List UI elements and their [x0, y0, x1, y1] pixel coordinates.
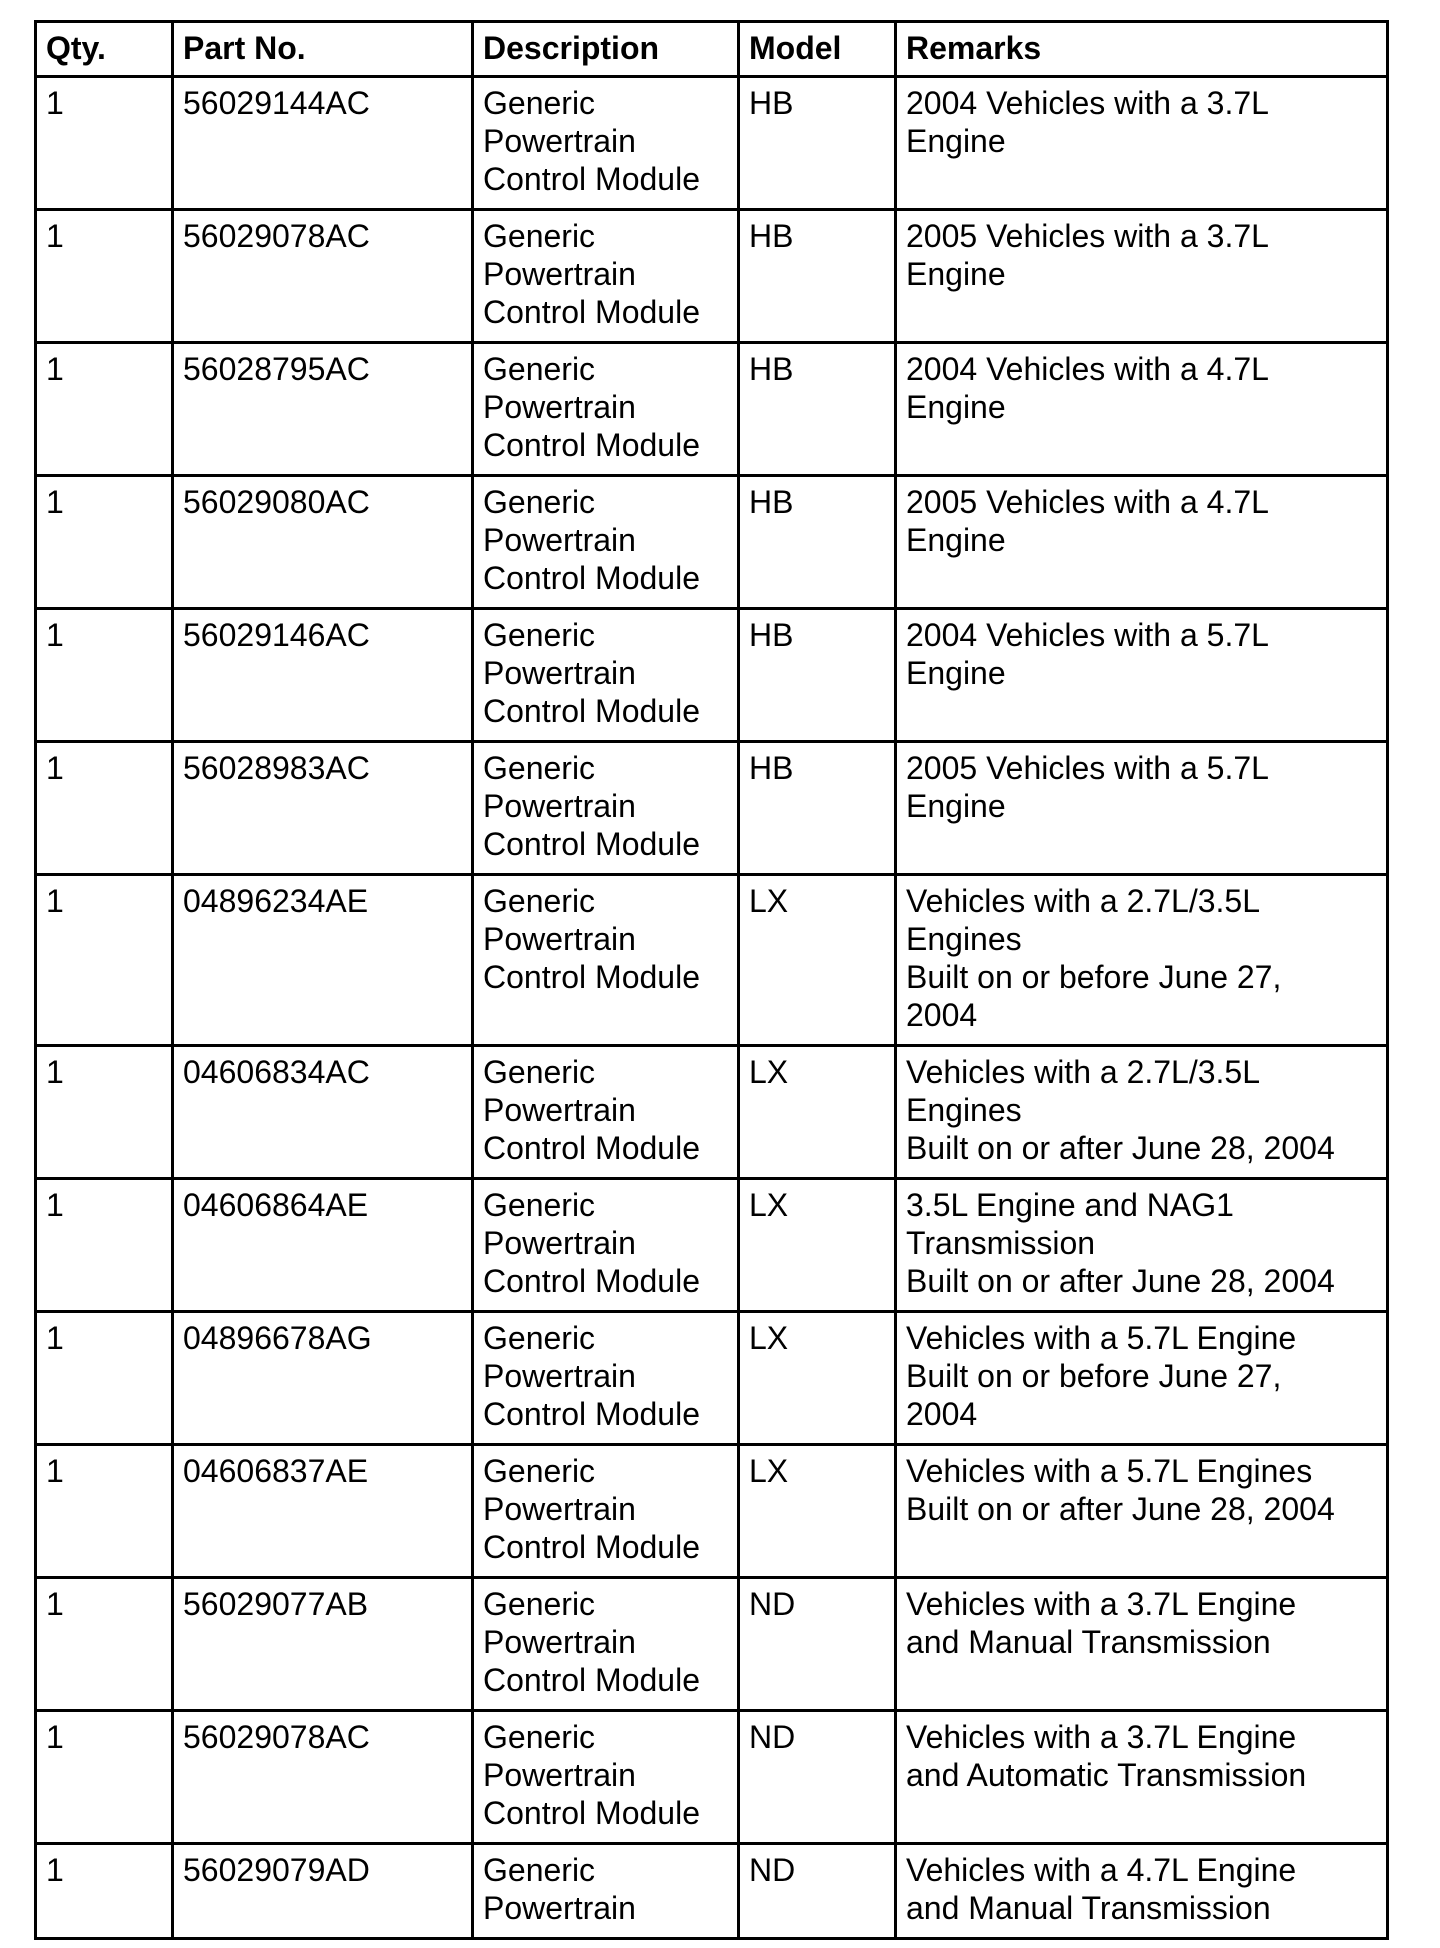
cell-remarks-line: Built on or before June 27, — [906, 1358, 1282, 1394]
cell-qty: 1 — [36, 1844, 173, 1939]
cell-remarks-line: and Manual Transmission — [906, 1890, 1271, 1926]
cell-description — [473, 343, 739, 476]
cell-description-line: Generic — [483, 750, 596, 786]
cell-qty: 1 — [36, 476, 173, 609]
cell-remarks — [896, 343, 1388, 476]
cell-description-line: Generic — [483, 1852, 596, 1888]
cell-description-line: Powertrain — [483, 522, 636, 558]
cell-part-no: 56029146AC — [173, 609, 473, 742]
cell-remarks — [896, 210, 1388, 343]
cell-qty: 1 — [36, 1578, 173, 1711]
cell-model: HB — [739, 210, 896, 343]
cell-qty: 1 — [36, 1711, 173, 1844]
cell-model: LX — [739, 1445, 896, 1578]
table-row — [36, 210, 1388, 343]
cell-remarks-line: and Automatic Transmission — [906, 1757, 1307, 1793]
table-row — [36, 343, 1388, 476]
cell-description-line: Generic — [483, 1453, 596, 1489]
cell-description — [473, 1312, 739, 1445]
cell-remarks — [896, 609, 1388, 742]
cell-model: LX — [739, 1179, 896, 1312]
cell-description-line: Control Module — [483, 1263, 700, 1299]
cell-description-line: Powertrain — [483, 788, 636, 824]
table-row — [36, 875, 1388, 1046]
cell-part-no: 56029079AD — [173, 1844, 473, 1939]
cell-remarks — [896, 1046, 1388, 1179]
cell-description-line: Generic — [483, 883, 596, 919]
cell-remarks-line: 2004 — [906, 1396, 978, 1432]
cell-qty: 1 — [36, 77, 173, 210]
cell-remarks — [896, 77, 1388, 210]
parts-table — [34, 20, 1389, 1940]
cell-remarks-line: Engines — [906, 921, 1022, 957]
cell-remarks-line: Engine — [906, 655, 1006, 691]
cell-part-no: 56029144AC — [173, 77, 473, 210]
cell-qty: 1 — [36, 1046, 173, 1179]
cell-model: HB — [739, 609, 896, 742]
cell-qty: 1 — [36, 343, 173, 476]
cell-description-line: Control Module — [483, 959, 700, 995]
cell-remarks-line: Engine — [906, 123, 1006, 159]
cell-description-line: Powertrain — [483, 1491, 636, 1527]
table-row — [36, 1578, 1388, 1711]
table-row — [36, 1445, 1388, 1578]
cell-description-line: Control Module — [483, 1662, 700, 1698]
cell-remarks-line: Transmission — [906, 1225, 1096, 1261]
cell-qty: 1 — [36, 210, 173, 343]
cell-model: ND — [739, 1578, 896, 1711]
cell-remarks — [896, 1179, 1388, 1312]
cell-qty: 1 — [36, 609, 173, 742]
cell-description-line: Control Module — [483, 1130, 700, 1166]
cell-remarks-line: Vehicles with a 2.7L/3.5L — [906, 883, 1261, 919]
cell-remarks-line: Engine — [906, 522, 1006, 558]
cell-model: LX — [739, 1312, 896, 1445]
cell-remarks-line: Vehicles with a 4.7L Engine — [906, 1852, 1297, 1888]
cell-description-line: Control Module — [483, 1396, 700, 1432]
cell-remarks-line: Vehicles with a 5.7L Engines — [906, 1453, 1313, 1489]
cell-model: HB — [739, 742, 896, 875]
cell-description-line: Powertrain — [483, 1092, 636, 1128]
cell-description-line: Powertrain — [483, 921, 636, 957]
cell-description-line: Powertrain — [483, 389, 636, 425]
cell-description-line: Control Module — [483, 294, 700, 330]
cell-description-line: Powertrain — [483, 655, 636, 691]
header-remarks: Remarks — [896, 22, 1388, 77]
cell-remarks-line: Engines — [906, 1092, 1022, 1128]
cell-description-line: Generic — [483, 484, 596, 520]
header-qty: Qty. — [36, 22, 173, 77]
table-row — [36, 1046, 1388, 1179]
cell-model: ND — [739, 1844, 896, 1939]
cell-description-line: Generic — [483, 617, 596, 653]
cell-remarks-line: 2004 — [906, 997, 978, 1033]
cell-description-line: Powertrain — [483, 123, 636, 159]
table-row — [36, 1844, 1388, 1939]
cell-description — [473, 1711, 739, 1844]
header-description: Description — [473, 22, 739, 77]
cell-remarks-line: 2005 Vehicles with a 4.7L — [906, 484, 1269, 520]
cell-description-line: Generic — [483, 1320, 596, 1356]
cell-remarks — [896, 1711, 1388, 1844]
table-row — [36, 609, 1388, 742]
cell-description-line: Control Module — [483, 427, 700, 463]
cell-description — [473, 77, 739, 210]
cell-description-line: Control Module — [483, 1529, 700, 1565]
cell-description-line: Control Module — [483, 161, 700, 197]
cell-part-no: 04896678AG — [173, 1312, 473, 1445]
cell-qty: 1 — [36, 1312, 173, 1445]
cell-description — [473, 742, 739, 875]
cell-remarks-line: Built on or after June 28, 2004 — [906, 1491, 1335, 1527]
cell-description — [473, 1844, 739, 1939]
cell-remarks-line: 3.5L Engine and NAG1 — [906, 1187, 1234, 1223]
table-row — [36, 1312, 1388, 1445]
cell-description-line: Generic — [483, 218, 596, 254]
cell-description-line: Control Module — [483, 1795, 700, 1831]
cell-remarks-line: 2004 Vehicles with a 4.7L — [906, 351, 1269, 387]
cell-description-line: Powertrain — [483, 256, 636, 292]
cell-description — [473, 1445, 739, 1578]
cell-description-line: Generic — [483, 1187, 596, 1223]
cell-remarks — [896, 1578, 1388, 1711]
cell-description-line: Control Module — [483, 826, 700, 862]
cell-remarks — [896, 875, 1388, 1046]
cell-description-line: Generic — [483, 351, 596, 387]
cell-model: HB — [739, 77, 896, 210]
cell-description-line: Generic — [483, 85, 596, 121]
cell-remarks — [896, 1844, 1388, 1939]
cell-model: ND — [739, 1711, 896, 1844]
cell-remarks-line: Vehicles with a 3.7L Engine — [906, 1719, 1297, 1755]
cell-description — [473, 1578, 739, 1711]
header-model: Model — [739, 22, 896, 77]
cell-remarks-line: Engine — [906, 389, 1006, 425]
cell-remarks-line: Built on or before June 27, — [906, 959, 1282, 995]
cell-remarks — [896, 1312, 1388, 1445]
cell-part-no: 04896234AE — [173, 875, 473, 1046]
cell-model: LX — [739, 1046, 896, 1179]
cell-model: LX — [739, 875, 896, 1046]
cell-remarks — [896, 476, 1388, 609]
cell-remarks-line: Built on or after June 28, 2004 — [906, 1263, 1335, 1299]
cell-qty: 1 — [36, 1179, 173, 1312]
table-row — [36, 742, 1388, 875]
cell-qty: 1 — [36, 742, 173, 875]
header-part-no: Part No. — [173, 22, 473, 77]
cell-description-line: Powertrain — [483, 1757, 636, 1793]
cell-qty: 1 — [36, 1445, 173, 1578]
cell-remarks-line: Built on or after June 28, 2004 — [906, 1130, 1335, 1166]
cell-qty: 1 — [36, 875, 173, 1046]
cell-part-no: 04606834AC — [173, 1046, 473, 1179]
cell-remarks-line: and Manual Transmission — [906, 1624, 1271, 1660]
cell-description-line: Generic — [483, 1586, 596, 1622]
cell-description — [473, 1046, 739, 1179]
table-row — [36, 1711, 1388, 1844]
cell-description-line: Generic — [483, 1719, 596, 1755]
cell-remarks-line: Engine — [906, 256, 1006, 292]
table-row — [36, 77, 1388, 210]
cell-part-no: 56029080AC — [173, 476, 473, 609]
cell-description-line: Powertrain — [483, 1225, 636, 1261]
cell-description-line: Powertrain — [483, 1890, 636, 1926]
cell-description — [473, 210, 739, 343]
cell-description — [473, 476, 739, 609]
cell-part-no: 56028983AC — [173, 742, 473, 875]
cell-remarks-line: Vehicles with a 5.7L Engine — [906, 1320, 1297, 1356]
cell-remarks-line: 2004 Vehicles with a 3.7L — [906, 85, 1269, 121]
cell-description — [473, 1179, 739, 1312]
cell-remarks-line: 2005 Vehicles with a 3.7L — [906, 218, 1269, 254]
cell-part-no: 56029078AC — [173, 1711, 473, 1844]
cell-description-line: Control Module — [483, 693, 700, 729]
cell-description-line: Powertrain — [483, 1624, 636, 1660]
table-body — [36, 77, 1388, 1939]
cell-description — [473, 875, 739, 1046]
cell-part-no: 04606864AE — [173, 1179, 473, 1312]
cell-description-line: Powertrain — [483, 1358, 636, 1394]
cell-model: HB — [739, 476, 896, 609]
cell-description-line: Generic — [483, 1054, 596, 1090]
cell-remarks-line: Vehicles with a 3.7L Engine — [906, 1586, 1297, 1622]
cell-part-no: 56028795AC — [173, 343, 473, 476]
cell-description-line: Control Module — [483, 560, 700, 596]
cell-remarks-line: Engine — [906, 788, 1006, 824]
cell-part-no: 56029078AC — [173, 210, 473, 343]
table-row — [36, 476, 1388, 609]
cell-part-no: 04606837AE — [173, 1445, 473, 1578]
table-header-row — [36, 22, 1388, 77]
cell-remarks-line: Vehicles with a 2.7L/3.5L — [906, 1054, 1261, 1090]
cell-remarks — [896, 1445, 1388, 1578]
cell-description — [473, 609, 739, 742]
cell-remarks — [896, 742, 1388, 875]
cell-remarks-line: 2004 Vehicles with a 5.7L — [906, 617, 1269, 653]
cell-part-no: 56029077AB — [173, 1578, 473, 1711]
cell-remarks-line: 2005 Vehicles with a 5.7L — [906, 750, 1269, 786]
cell-model: HB — [739, 343, 896, 476]
table-row — [36, 1179, 1388, 1312]
